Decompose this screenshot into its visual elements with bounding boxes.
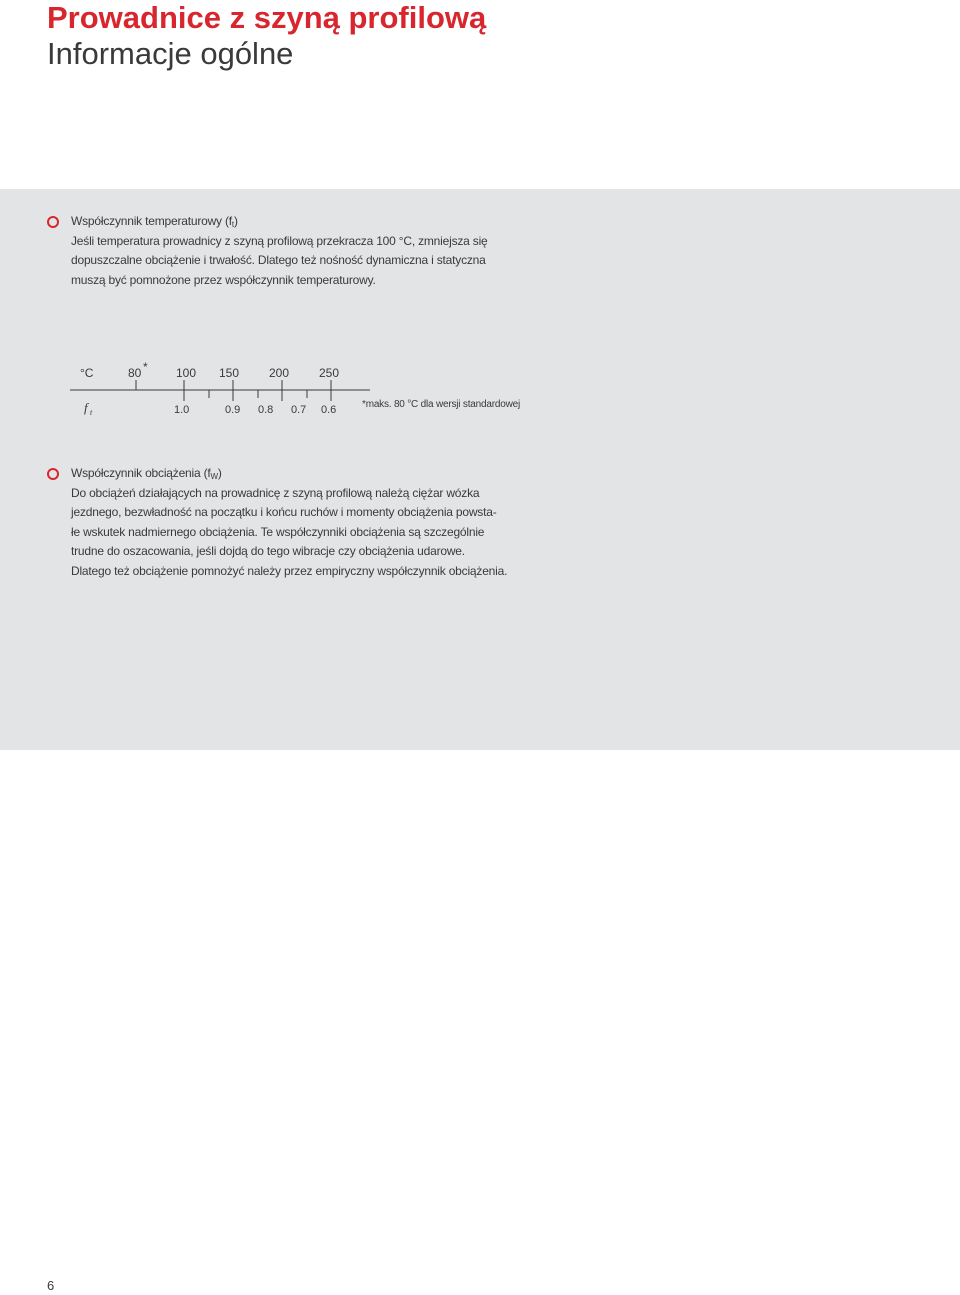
- temperature-factor-text: muszą być pomnożone przez współczynnik temperaturowy.: [71, 272, 376, 287]
- page-number: 6: [47, 1278, 55, 1293]
- load-factor-heading: Współczynnik obciążenia $(f_W)$: [71, 466, 222, 481]
- scale-temp-label: 80: [128, 366, 142, 380]
- bullet-circle-icon: [47, 468, 59, 480]
- page-subtitle: Informacje ogólne: [47, 36, 294, 71]
- load-factor-text: łe wskutek nadmiernego obciążenia. Te współczynniki obciążenia są szczególnie: [71, 524, 485, 539]
- load-factor-text: jezdnego, bezwładność na początku i końcu ruchów i momenty obciążenia powsta-: [71, 505, 497, 520]
- scale-temp-label: 250: [319, 366, 340, 380]
- scale-factor-value: 1.0: [174, 404, 190, 416]
- scale-unit-label: °C: [80, 366, 94, 380]
- temperature-factor-section: [71, 212, 491, 290]
- scale-temp-label: 100: [176, 366, 197, 380]
- load-factor-text: Dlatego też obciążenie pomnożyć należy przez empiryczny współczynnik obciążenia.: [71, 563, 508, 578]
- load-factor-text: Do obciążeń działających na prowadnicę z szyną profilową należą ciężar wózka: [71, 485, 480, 500]
- load-factor-text: trudne do oszacowania, jeśli dojdą do tego wibracje czy obciążenia udarowe.: [71, 544, 465, 559]
- scale-factor-value: 0.7: [291, 404, 307, 416]
- scale-factor-value: 0.6: [321, 404, 337, 416]
- bullet-circle-icon: [47, 216, 59, 228]
- temperature-factor-text: dopuszczalne obciążenie i trwałość. Dlatego też nośność dynamiczna i statyczna: [71, 253, 486, 268]
- scale-factor-value: 0.8: [258, 404, 274, 416]
- page-title: Prowadnice z szyną profilową: [47, 0, 487, 35]
- scale-factor-value: 0.9: [225, 404, 241, 416]
- scale-footnote: *maks. 80 °C dla wersji standardowej: [362, 399, 520, 410]
- scale-temp-label: 150: [219, 366, 240, 380]
- temperature-factor-heading: Współczynnik temperaturowy $(f_t)$: [71, 214, 238, 229]
- scale-factor-label: f: [84, 400, 88, 415]
- load-factor-section: [71, 464, 508, 582]
- scale-temp-label: 200: [269, 366, 290, 380]
- temperature-factor-text: Jeśli temperatura prowadnicy z szyną profilową przekracza 100 °C, zmniejsza się: [71, 233, 488, 248]
- scale-star: *: [143, 360, 148, 374]
- scale-factor-sub: t: [90, 408, 93, 417]
- temperature-factor-scale: [0, 355, 380, 425]
